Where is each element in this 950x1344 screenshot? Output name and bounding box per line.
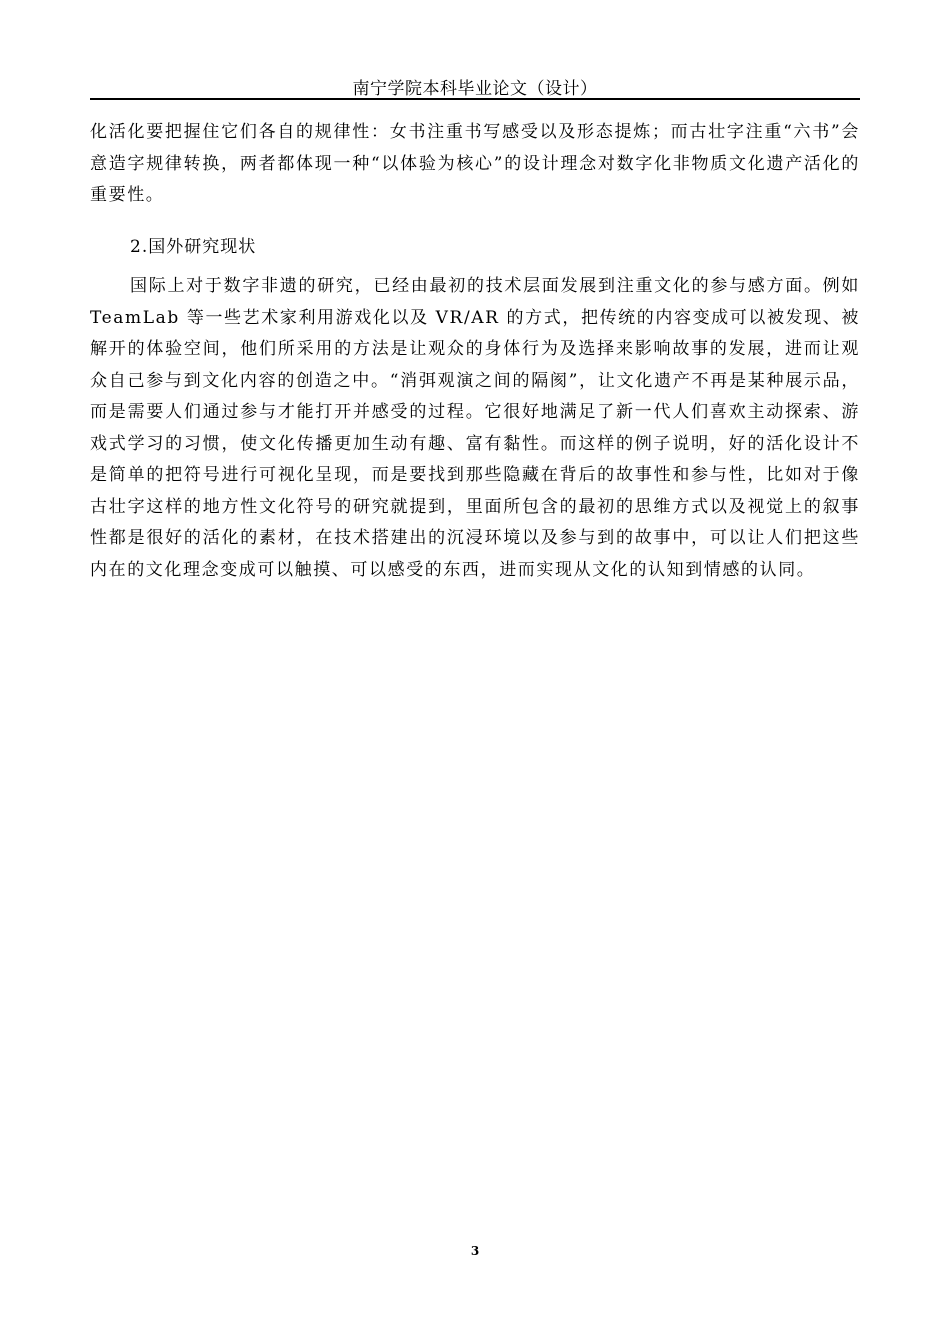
body-paragraph-continued: 化活化要把握住它们各自的规律性：女书注重书写感受以及形态提炼；而古壮字注重“六书”会意造字规律转换，两者都体现一种“以体验为核心”的设计理念对数字化非物质文化遗产活化的重要性。: [90, 122, 860, 205]
running-header-title: 南宁学院本科毕业论文（设计）: [352, 79, 598, 99]
header-divider: [90, 98, 860, 100]
page-number: 3: [470, 1244, 480, 1258]
section-heading: 2.国外研究现状: [130, 237, 257, 257]
body-paragraph-foreign-research: 国际上对于数字非遗的研究，已经由最初的技术层面发展到注重文化的参与感方面。例如 TeamLab 等一些艺术家利用游戏化以及 VR/AR 的方式，把传统的内容变成可以被发现、被解开的体验空间，他们所采用的方法是让观众的身体行为及选择来影响故事的发展，进而让观众自己参与到文化内容的创造之中。“消弭观演之间的隔阂”，让文化遗产不再是某种展示品，而是需要人们通过参与才能打开并感受的过程。它很好地满足了新一代人们喜欢主动探索、游戏式学习的习惯，使文化传播更加生动有趣、富有黏性。而这样的例子说明，好的活化设计不是简单的把符号进行可视化呈现，而是要找到那些隐藏在背后的故事性和参与性，比如对于像古壮字这样的地方性文化符号的研究就提到，里面所包含的最初的思维方式以及视觉上的叙事性都是很好的活化的素材，在技术搭建出的沉浸环境以及参与到的故事中，可以让人们把这些内在的文化理念变成可以触摸、可以感受的东西，进而实现从文化的认知到情感的认同。: [90, 276, 860, 580]
